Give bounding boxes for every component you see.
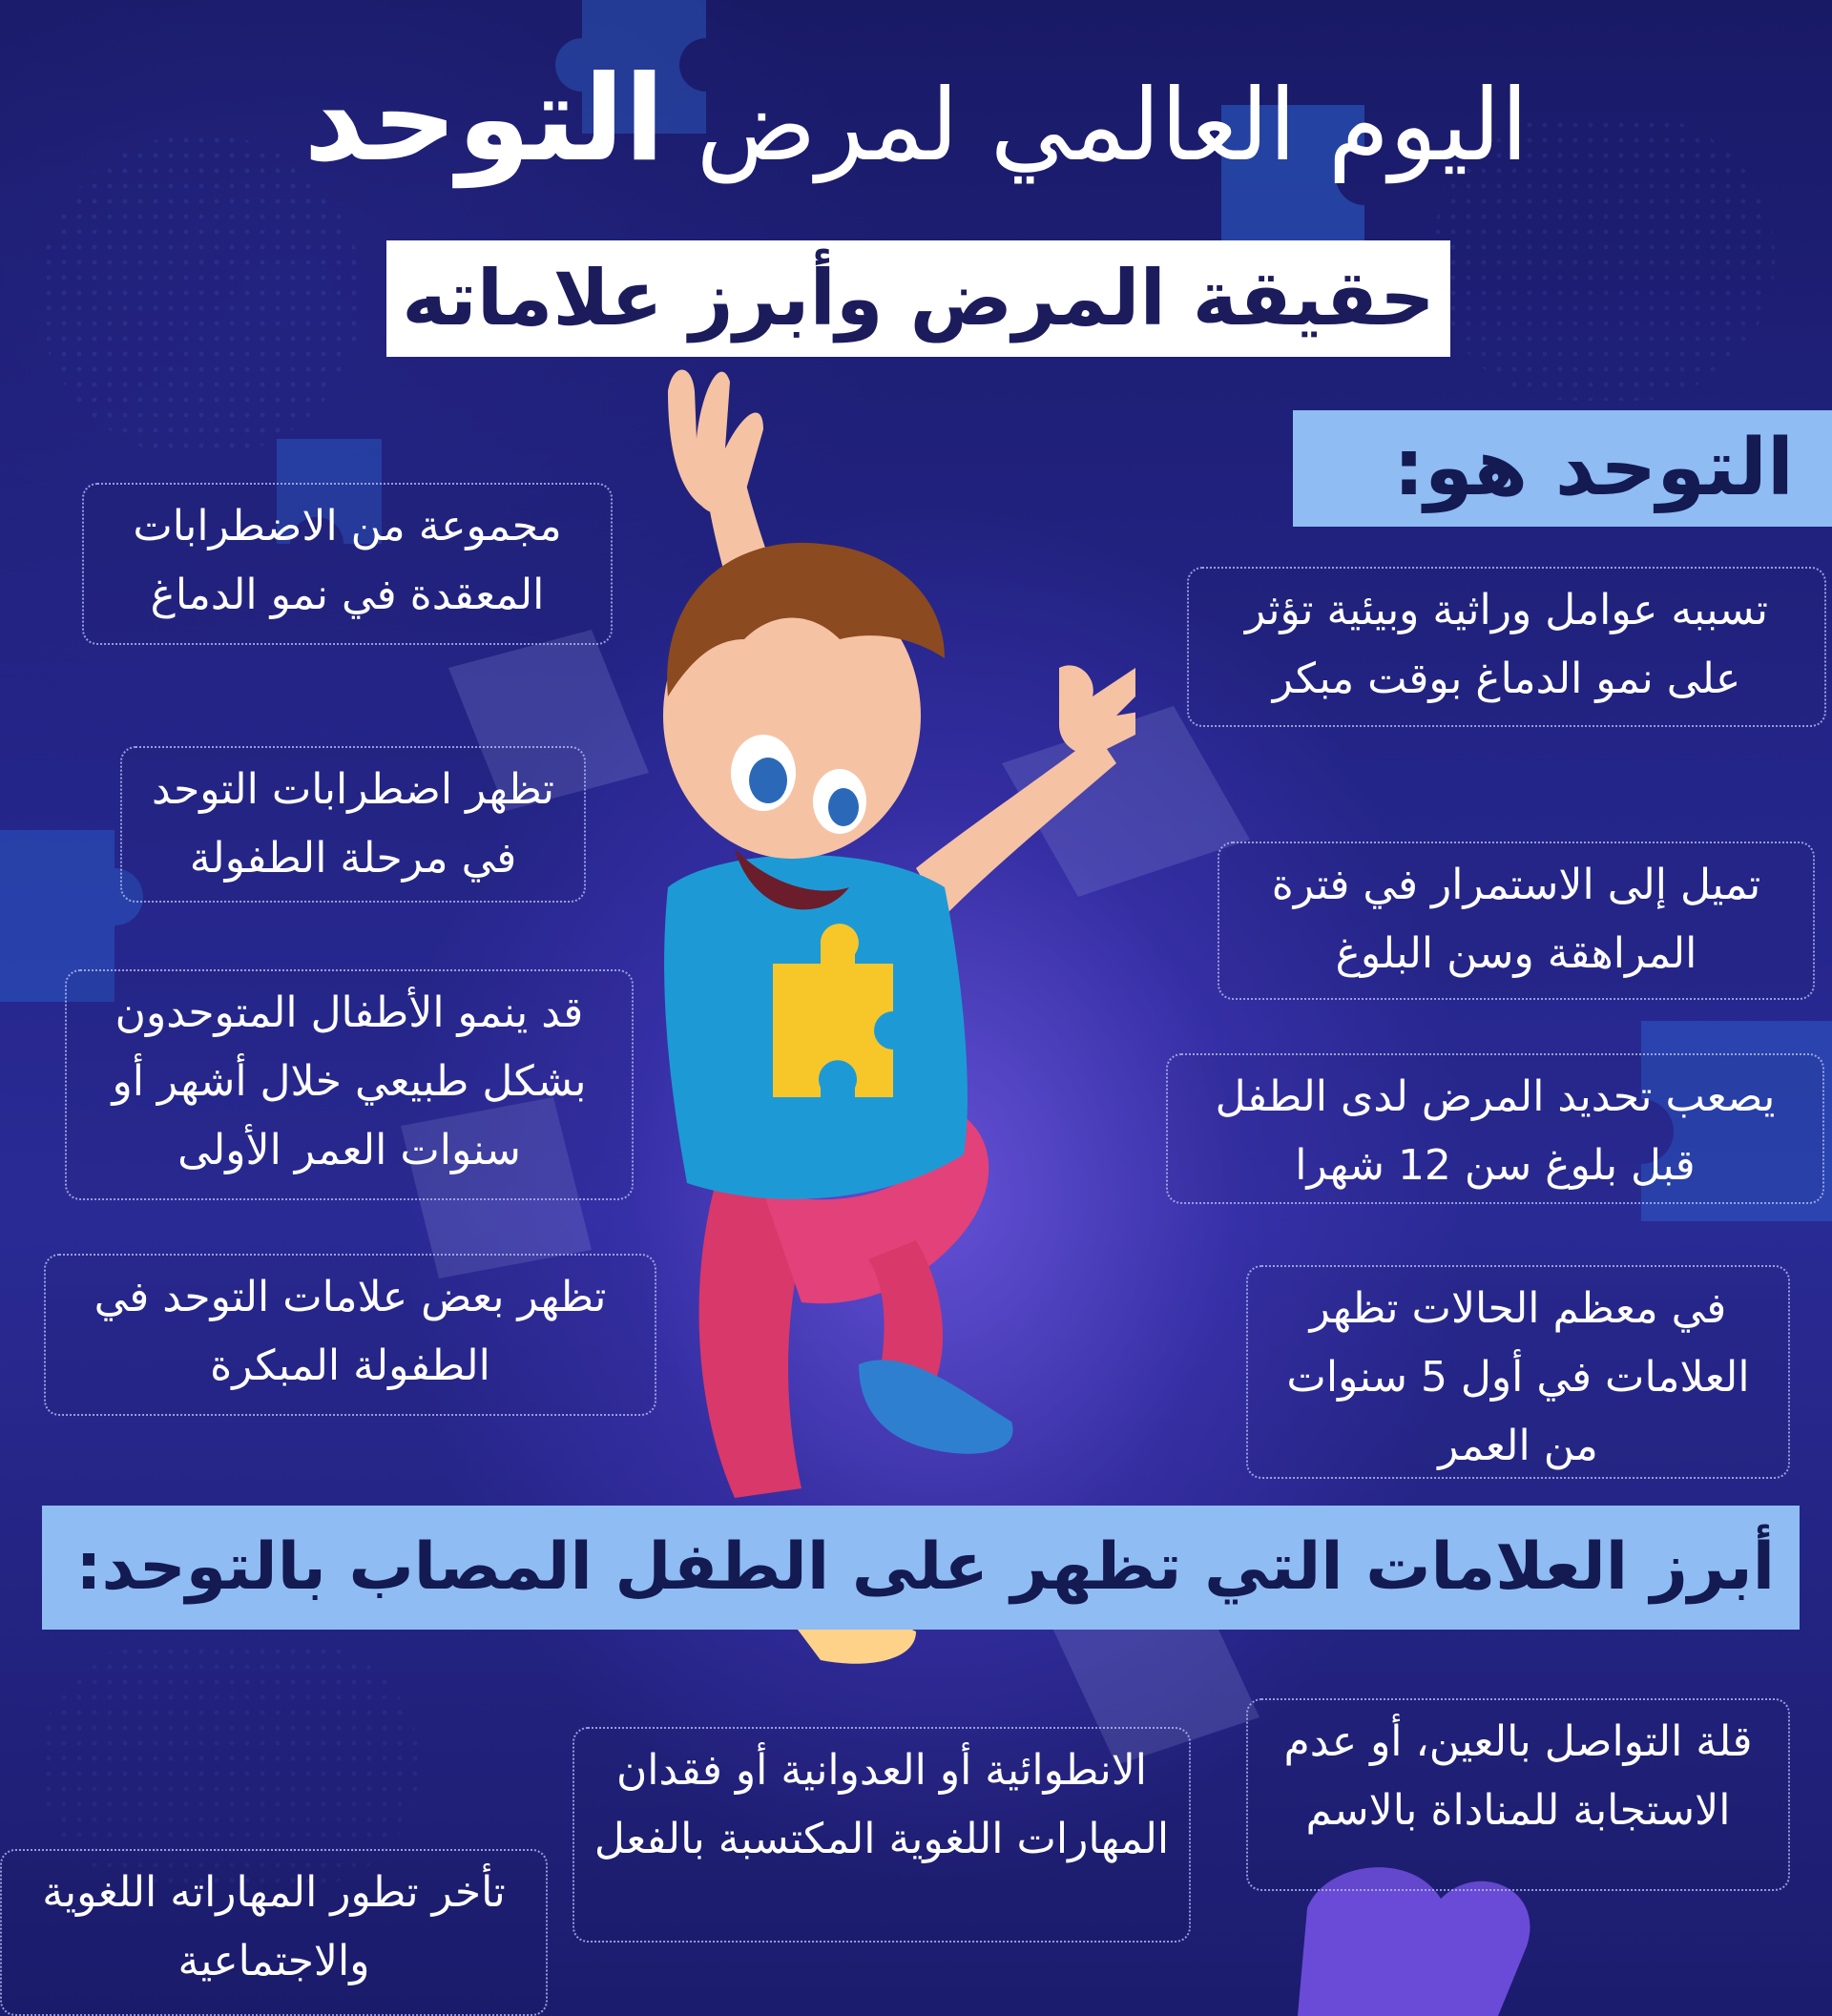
- left-iris: [749, 758, 787, 803]
- raised-hand: [668, 370, 763, 514]
- fact-card: تظهر بعض علامات التوحد في الطفولة المبكرة: [44, 1254, 656, 1416]
- sign-card: قلة التواصل بالعين، أو عدم الاستجابة للمناداة بالاسم: [1246, 1698, 1790, 1891]
- subtitle: حقيقة المرض وأبرز علاماته: [386, 240, 1450, 357]
- jumping-boy-illustration: [601, 353, 1135, 1689]
- fact-card: تظهر اضطرابات التوحد في مرحلة الطفولة: [120, 746, 586, 903]
- outstretched-arm: [916, 735, 1116, 916]
- fact-card: في معظم الحالات تظهر العلامات في أول 5 سنوات من العمر: [1246, 1265, 1790, 1479]
- fact-card: مجموعة من الاضطرابات المعقدة في نمو الدماغ: [82, 483, 613, 645]
- fact-card: قد ينمو الأطفال المتوحدون بشكل طبيعي خلال أشهر أو سنوات العمر الأولى: [65, 969, 634, 1200]
- fact-card: يصعب تحديد المرض لدى الطفل قبل بلوغ سن 12 شهرا: [1166, 1053, 1824, 1204]
- sign-card: الانطوائية أو العدوانية أو فقدان المهارات اللغوية المكتسبة بالفعل: [572, 1727, 1191, 1943]
- fact-card: تميل إلى الاستمرار في فترة المراهقة وسن البلوغ: [1218, 842, 1815, 1000]
- title-prefix: اليوم العالمي لمرض: [696, 67, 1529, 183]
- right-iris: [828, 788, 859, 826]
- autism-definition-heading: التوحد هو:: [1293, 410, 1832, 527]
- main-title: [0, 51, 1832, 188]
- signs-heading: أبرز العلامات التي تظهر على الطفل المصاب بالتوحد:: [42, 1506, 1800, 1630]
- open-hand: [1059, 665, 1135, 755]
- sign-card: تأخر تطور المهاراته اللغوية والاجتماعية: [0, 1849, 548, 2016]
- title-highlight: التوحد: [303, 51, 665, 188]
- fact-card: تسببه عوامل وراثية وبيئية تؤثر على نمو الدماغ بوقت مبكر: [1187, 567, 1826, 727]
